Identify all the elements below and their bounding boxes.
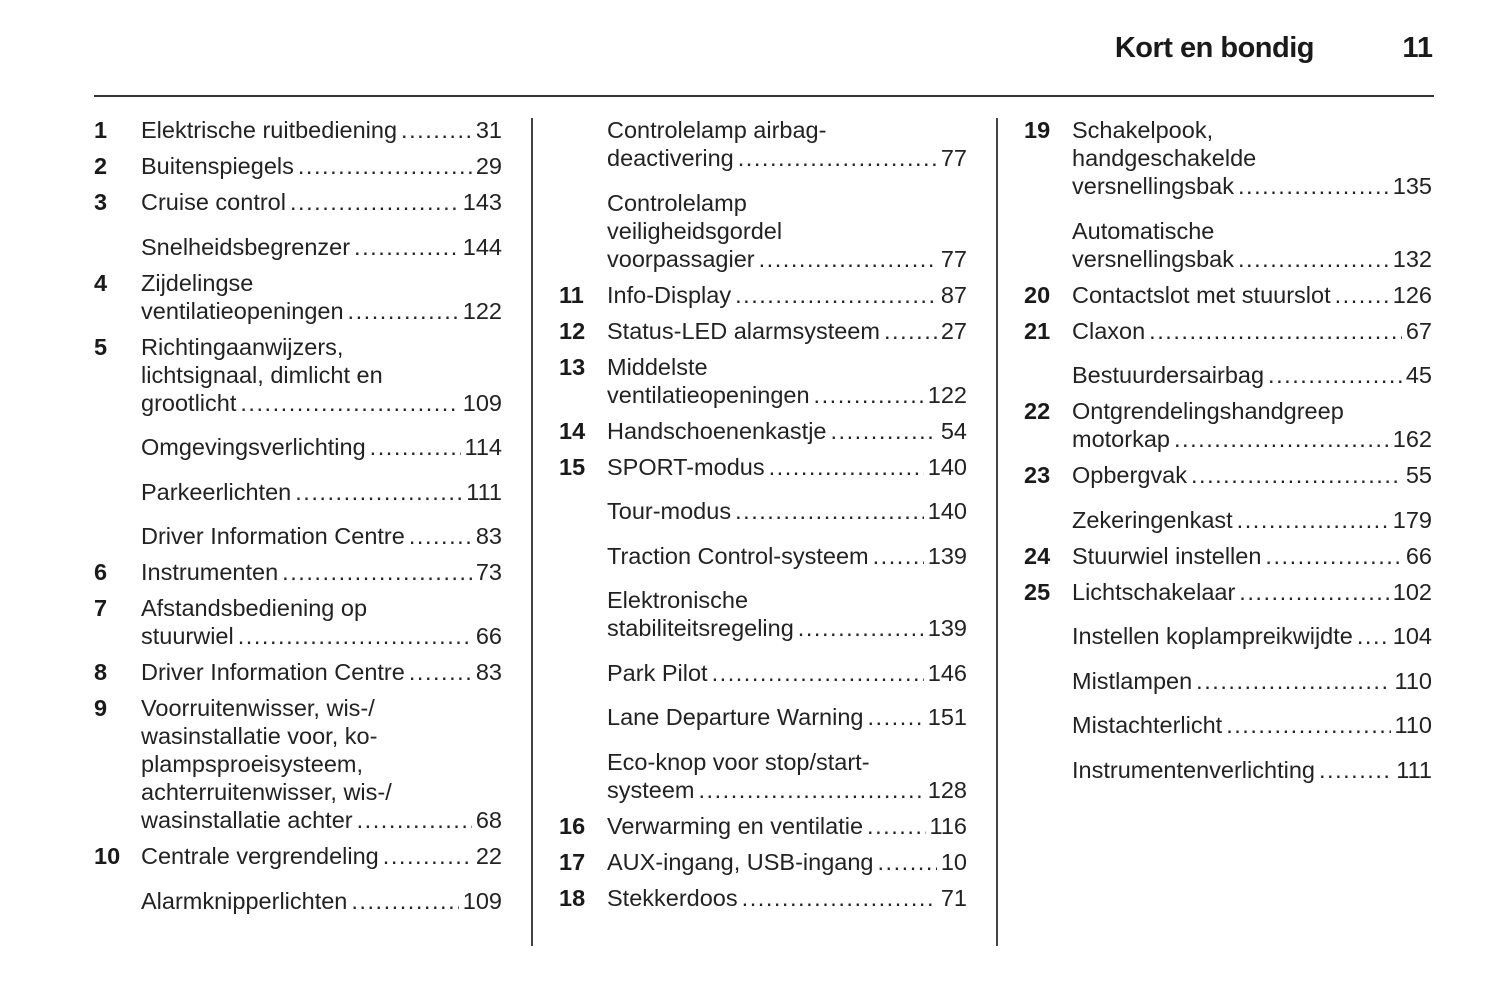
index-entry	[94, 522, 502, 550]
page-reference: 110	[1394, 712, 1432, 738]
page-reference: 54	[940, 417, 967, 444]
callout-number: 16	[559, 812, 586, 839]
dot-leader	[409, 658, 472, 686]
dot-leader	[867, 812, 926, 840]
dot-leader	[409, 522, 472, 550]
entry-text: deactivering	[607, 145, 734, 171]
index-entry	[94, 658, 502, 686]
dot-leader	[298, 152, 472, 180]
dot-leader	[401, 116, 472, 144]
page-reference: 102	[1392, 578, 1432, 605]
index-entry	[94, 333, 502, 417]
entry-text: Elektrische ruitbediening	[141, 117, 398, 143]
index-entry	[1024, 281, 1432, 309]
index-entry	[559, 703, 967, 731]
entry-text: Traction Control-systeem	[607, 542, 869, 569]
dot-leader	[1268, 361, 1402, 389]
entry-text: Stekkerdoos	[607, 884, 738, 911]
callout-number: 8	[94, 659, 108, 685]
page-reference: 111	[1396, 756, 1432, 783]
page-reference: 55	[1405, 462, 1432, 488]
index-entry	[1024, 667, 1432, 695]
page-reference: 27	[940, 317, 967, 344]
callout-number: 5	[94, 333, 108, 360]
index-entry	[559, 417, 967, 445]
callout-number: 17	[559, 848, 586, 875]
page-reference: 87	[940, 281, 967, 308]
index-entry	[94, 558, 502, 586]
entry-text: systeem	[607, 776, 695, 803]
entry-text: Zijdelingse	[141, 269, 254, 296]
page-reference: 66	[475, 623, 502, 649]
dot-leader	[798, 614, 924, 642]
index-entry	[559, 453, 967, 481]
callout-number: 3	[94, 189, 108, 215]
callout-number: 9	[94, 695, 108, 721]
index-entry	[559, 317, 967, 345]
entry-text: Stuurwiel instellen	[1072, 542, 1262, 569]
entry-text: Controlelamp airbag-	[607, 117, 827, 143]
index-entry	[1024, 622, 1432, 650]
page-reference: 139	[927, 542, 967, 569]
entry-text: Driver Information Centre	[141, 659, 405, 685]
index-entry	[1024, 756, 1432, 784]
dot-leader	[735, 281, 937, 309]
index-entry	[1024, 461, 1432, 489]
page-reference: 83	[475, 659, 502, 685]
index-entry	[1024, 361, 1432, 389]
page-reference: 114	[464, 434, 502, 460]
entry-text: Voorruitenwisser, wis-/	[141, 695, 375, 721]
entry-text: Elektronische	[607, 587, 749, 613]
index-entry	[94, 594, 502, 650]
dot-leader	[1238, 172, 1389, 200]
index-entry	[559, 748, 967, 804]
page-reference: 68	[475, 807, 502, 833]
callout-number: 21	[1024, 317, 1051, 344]
callout-number: 20	[1024, 281, 1051, 308]
page-reference: 135	[1392, 173, 1432, 199]
page-reference: 128	[927, 776, 967, 803]
dot-leader	[348, 297, 459, 325]
dot-leader	[383, 842, 472, 870]
entry-text: Mistachterlicht	[1072, 712, 1223, 738]
callout-number: 13	[559, 353, 586, 380]
index-entry	[559, 281, 967, 309]
callout-number: 11	[559, 281, 584, 308]
dot-leader	[1335, 281, 1389, 309]
entry-text: Alarmknipperlichten	[141, 887, 348, 914]
entry-text: achterruitenwisser, wis-/	[141, 779, 392, 805]
callout-number: 12	[559, 317, 586, 344]
dot-leader	[735, 497, 924, 525]
index-entry	[94, 269, 502, 325]
page-reference: 31	[475, 117, 502, 143]
dot-leader	[354, 233, 459, 261]
entry-text: Lichtschakelaar	[1072, 578, 1236, 605]
page-reference: 122	[927, 381, 967, 408]
index-column-3	[1024, 116, 1432, 784]
entry-text: Afstandsbediening op	[141, 595, 368, 621]
page-reference: 122	[462, 297, 502, 324]
index-entry	[559, 497, 967, 525]
index-entry	[559, 189, 967, 273]
page-reference: 71	[940, 884, 967, 911]
entry-text: Parkeerlichten	[141, 478, 292, 505]
callout-number: 10	[94, 843, 121, 869]
index-entry	[559, 812, 967, 840]
entry-text: Omgevingsverlichting	[141, 434, 366, 460]
page-reference: 110	[1394, 667, 1432, 694]
entry-text: wasinstallatie voor, ko-	[141, 723, 378, 749]
index-entry	[1024, 317, 1432, 345]
dot-leader	[1357, 622, 1389, 650]
page-reference: 67	[1405, 317, 1432, 344]
dot-leader	[769, 453, 924, 481]
page-reference: 73	[475, 559, 502, 585]
dot-leader	[295, 478, 462, 506]
dot-leader	[238, 622, 472, 650]
dot-leader	[351, 887, 458, 915]
page-reference: 77	[940, 245, 967, 272]
entry-text: Richtingaanwijzers,	[141, 333, 344, 360]
dot-leader	[1319, 756, 1392, 784]
entry-text: Claxon	[1072, 317, 1146, 344]
dot-leader	[282, 558, 472, 586]
index-entry	[1024, 397, 1432, 453]
dot-leader	[712, 659, 924, 687]
dot-leader	[1174, 425, 1389, 453]
index-entry	[1024, 578, 1432, 606]
callout-number: 1	[94, 117, 108, 143]
entry-text: Schakelpook,	[1072, 117, 1214, 143]
dot-leader	[1226, 711, 1390, 739]
entry-text: Mistlampen	[1072, 667, 1193, 694]
entry-text: veiligheidsgordel	[607, 217, 783, 244]
entry-text: Tour-modus	[607, 498, 732, 524]
entry-text: Instrumenten	[141, 559, 279, 585]
dot-leader	[240, 389, 458, 417]
dot-leader	[884, 317, 937, 345]
page-reference: 139	[927, 615, 967, 641]
index-entry	[559, 116, 967, 172]
callout-number: 23	[1024, 462, 1051, 488]
page-reference: 22	[475, 843, 502, 869]
index-entry	[1024, 711, 1432, 739]
entry-text: ventilatieopeningen	[141, 297, 344, 324]
entry-text: Centrale vergrendeling	[141, 843, 379, 869]
dot-leader	[1237, 506, 1389, 534]
entry-text: Eco-knop voor stop/start-	[607, 748, 870, 775]
column-divider	[996, 118, 998, 946]
index-entry	[94, 188, 502, 216]
entry-text: Ontgrendelingshandgreep	[1072, 398, 1344, 424]
page-reference: 111	[466, 478, 502, 505]
entry-text: Info-Display	[607, 281, 732, 308]
page-reference: 66	[1405, 542, 1432, 569]
dot-leader	[1149, 317, 1402, 345]
callout-number: 19	[1024, 117, 1051, 143]
entry-text: versnellingsbak	[1072, 173, 1234, 199]
index-entry	[1024, 506, 1432, 534]
entry-text: stuurwiel	[141, 623, 234, 649]
page-reference: 109	[462, 887, 502, 914]
callout-number: 7	[94, 595, 108, 621]
index-entry	[94, 433, 502, 461]
index-entry	[559, 542, 967, 570]
dot-leader	[873, 542, 924, 570]
dot-leader	[370, 433, 461, 461]
entry-text: versnellingsbak	[1072, 245, 1234, 272]
index-entry	[559, 353, 967, 409]
index-entry	[94, 116, 502, 144]
entry-text: ventilatieopeningen	[607, 381, 810, 408]
entry-text: Opbergvak	[1072, 462, 1187, 488]
index-entry	[559, 848, 967, 876]
entry-text: Handschoenenkastje	[607, 417, 827, 444]
dot-leader	[357, 806, 472, 834]
dot-leader	[738, 144, 937, 172]
dot-leader	[1196, 667, 1390, 695]
entry-text: Snelheidsbegrenzer	[141, 233, 351, 260]
callout-number: 24	[1024, 542, 1051, 569]
entry-text: Verwarming en ventilatie	[607, 812, 864, 839]
entry-text: handgeschakelde	[1072, 145, 1257, 171]
dot-leader	[1191, 461, 1402, 489]
callout-number: 4	[94, 269, 108, 296]
entry-text: Status-LED alarmsysteem	[607, 317, 880, 344]
callout-number: 6	[94, 559, 108, 585]
page-reference: 162	[1392, 426, 1432, 452]
dot-leader	[759, 245, 937, 273]
callout-number: 22	[1024, 398, 1051, 424]
dot-leader	[1239, 578, 1388, 606]
page-reference: 140	[927, 453, 967, 480]
callout-number: 14	[559, 417, 586, 444]
dot-leader	[814, 381, 924, 409]
page-reference: 109	[462, 389, 502, 416]
index-entry	[94, 233, 502, 261]
index-entry	[1024, 116, 1432, 200]
page-reference: 104	[1392, 623, 1432, 649]
page-reference: 126	[1392, 281, 1432, 308]
entry-text: Cruise control	[141, 189, 286, 215]
entry-text: plampsproeisysteem,	[141, 751, 364, 777]
index-entry	[1024, 542, 1432, 570]
page-reference: 45	[1405, 362, 1432, 388]
entry-text: Lane Departure Warning	[607, 704, 864, 730]
page-reference: 146	[927, 659, 967, 686]
callout-number: 25	[1024, 578, 1051, 605]
entry-text: Bestuurdersairbag	[1072, 362, 1265, 388]
index-entry	[94, 694, 502, 834]
callout-number: 2	[94, 153, 108, 179]
entry-text: stabiliteitsregeling	[607, 615, 794, 641]
entry-text: wasinstallatie achter	[141, 807, 353, 833]
entry-text: Controlelamp	[607, 189, 747, 216]
index-entry	[559, 586, 967, 642]
column-divider	[531, 118, 533, 946]
header-rule	[94, 95, 1434, 97]
section-title: Kort en bondig	[1114, 32, 1314, 64]
dot-leader	[1238, 245, 1389, 273]
entry-text: Zekeringenkast	[1072, 506, 1233, 533]
page-number: 11	[1402, 32, 1433, 64]
entry-text: grootlicht	[141, 389, 237, 416]
dot-leader	[878, 848, 937, 876]
entry-text: Instrumentenverlichting	[1072, 756, 1315, 783]
callout-number: 15	[559, 453, 586, 480]
dot-leader	[831, 417, 937, 445]
entry-text: lichtsignaal, dimlicht en	[141, 361, 383, 388]
page-reference: 179	[1392, 506, 1432, 533]
index-column-2	[559, 116, 967, 912]
index-entry	[559, 884, 967, 912]
dot-leader	[867, 703, 923, 731]
entry-text: voorpassagier	[607, 245, 755, 272]
entry-text: Automatische	[1072, 217, 1215, 244]
dot-leader	[1265, 542, 1401, 570]
index-entry	[94, 842, 502, 870]
page-reference: 151	[927, 704, 967, 730]
entry-text: SPORT-modus	[607, 453, 765, 480]
entry-text: Contactslot met stuurslot	[1072, 281, 1331, 308]
entry-text: Instellen koplampreikwijdte	[1072, 623, 1353, 649]
page-reference: 77	[940, 145, 967, 171]
dot-leader	[290, 188, 459, 216]
entry-text: motorkap	[1072, 426, 1170, 452]
page-reference: 140	[927, 498, 967, 524]
page-reference: 143	[462, 189, 502, 215]
callout-number: 18	[559, 884, 586, 911]
index-entry	[94, 887, 502, 915]
page-reference: 132	[1392, 245, 1432, 272]
page-reference: 144	[462, 233, 502, 260]
entry-text: Middelste	[607, 353, 708, 380]
page-reference: 116	[929, 812, 967, 839]
entry-text: Park Pilot	[607, 659, 708, 686]
index-entry	[559, 659, 967, 687]
page-reference: 29	[475, 153, 502, 179]
dot-leader	[742, 884, 937, 912]
page-reference: 83	[475, 523, 502, 549]
index-entry	[94, 152, 502, 180]
entry-text: Driver Information Centre	[141, 523, 405, 549]
dot-leader	[699, 776, 924, 804]
index-entry	[1024, 217, 1432, 273]
entry-text: AUX-ingang, USB-ingang	[607, 848, 874, 875]
index-column-1	[94, 116, 502, 915]
index-entry	[94, 478, 502, 506]
entry-text: Buitenspiegels	[141, 153, 294, 179]
page-reference: 10	[940, 848, 967, 875]
